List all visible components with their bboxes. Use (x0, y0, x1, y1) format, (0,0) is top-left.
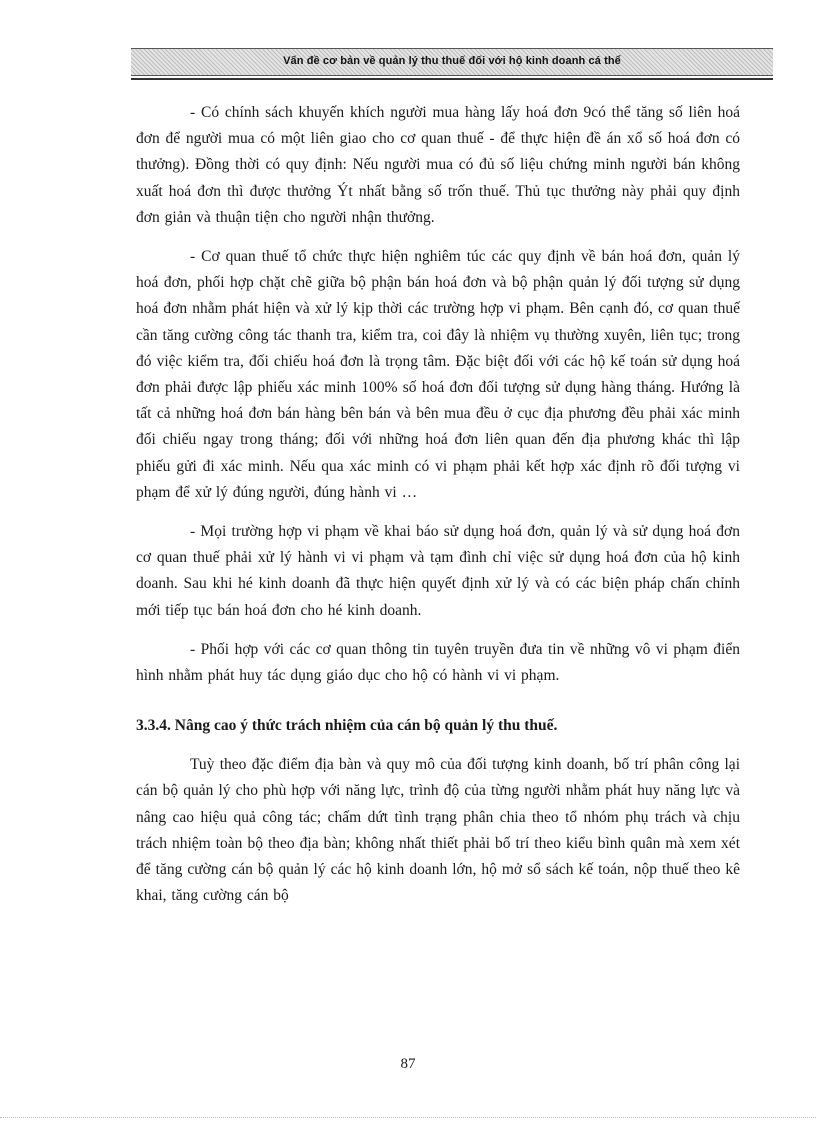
running-header-title: Vấn đề cơ bản về quản lý thu thuế đối với hộ kinh doanh cá thể (283, 55, 621, 67)
page-bottom-divider (0, 1117, 816, 1118)
paragraph-incentive-buyers: - Có chính sách khuyến khích người mua hàng lấy hoá đơn 9có thể tăng số liên hoá đơn để người mua có một liên giao cho cơ quan thuế - để thực hiện đề án xổ số hoá đơn có thưởng). Đồng thời có quy định: Nếu người mua có đủ số liệu chứng minh người bán không xuất hoá đơn thì được thưởng Ýt nhất bằng số trốn thuế. Thủ tục thưởng này phải quy định đơn giản và thuận tiện cho người nhận thưởng. (136, 104, 740, 226)
paragraph-media-coordination: - Phối hợp với các cơ quan thông tin tuyên truyền đưa tin về những vô vi phạm điển hình nhằm phát huy tác dụng giáo dục cho hộ có hành vi vi phạm. (136, 640, 740, 685)
paragraph-violation-handling: - Mọi trường hợp vi phạm về khai báo sử dụng hoá đơn, quản lý và sử dụng hoá đơn cơ quan thuế phải xử lý hành vi vi phạm và tạm đình chỉ việc sử dụng hoá đơn của hộ kinh doanh. Sau khi hé kinh doanh đã thực hiện quyết định xử lý và có các biện pháp chấn chỉnh mới tiếp tục bán hoá đơn cho hé kinh doanh. (136, 523, 740, 619)
paragraph-tax-authority-inspection: - Cơ quan thuế tổ chức thực hiện nghiêm túc các quy định về bán hoá đơn, quản lý hoá đơn, phối hợp chặt chẽ giữa bộ phận bán hoá đơn và bộ phận quản lý đối tượng sử dụng hoá đơn nhằm phát hiện và xử lý kịp thời các trường hợp vi phạm. Bên cạnh đó, cơ quan thuế cần tăng cường công tác thanh tra, kiểm tra, coi đây là nhiệm vụ thường xuyên, liên tục; trong đó việc kiểm tra, đối chiếu hoá đơn là trọng tâm. Đặc biệt đối với các hộ kế toán sử dụng hoá đơn phải được lập phiếu xác minh 100% số hoá đơn đối tượng sử dụng hàng tháng. Hướng là tất cả những hoá đơn bán hàng bên bán và bên mua đều ở cục địa phương đều phải xác minh đối chiếu ngay trong tháng; đối với những hoá đơn liên quan đến địa phương khác thì lập phiếu gửi đi xác minh. Nếu qua xác minh có vi phạm phải kết hợp xác định rõ đối tượng vi phạm để xử lý đúng người, đúng hành vi … (136, 248, 740, 501)
paragraph-staff-allocation: Tuỳ theo đặc điểm địa bàn và quy mô của đối tượng kinh doanh, bố trí phân công lại cán bộ quản lý cho phù hợp với năng lực, trình độ của từng người nhằm phát huy năng lực và nâng cao hiệu quả công tác; chấm dứt tình trạng phân chia theo tổ nhóm phụ trách và chịu trách nhiệm toàn bộ theo địa bàn; không nhất thiết phải bố trí theo kiểu bình quân mà xem xét để tăng cường cán bộ quản lý các hộ kinh doanh lớn, hộ mở sổ sách kế toán, nộp thuế theo kê khai, tăng cường cán bộ (136, 756, 740, 905)
running-header (131, 48, 773, 76)
page-number: 87 (400, 1056, 416, 1072)
section-heading: 3.3.4. Nâng cao ý thức trách nhiệm của cán bộ quản lý thu thuế. (136, 717, 558, 735)
header-divider (131, 78, 773, 80)
page-body (136, 100, 740, 922)
